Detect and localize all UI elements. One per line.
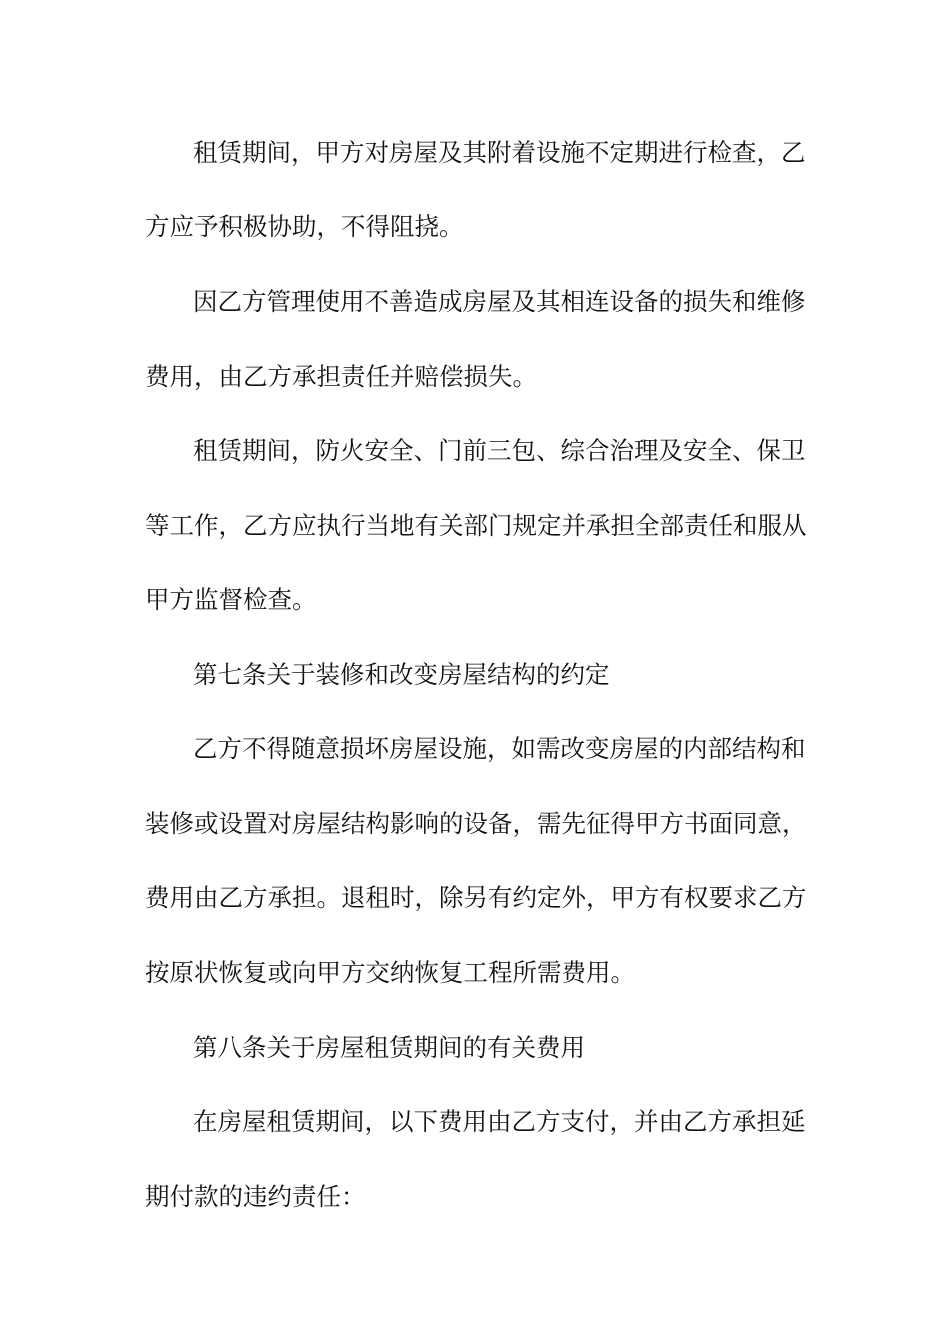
article-heading: 第八条关于房屋租赁期间的有关费用	[193, 1033, 585, 1062]
paragraph-line: 期付款的违约责任：	[145, 1182, 366, 1211]
paragraph-line: 方应予积极协助，不得阻挠。	[145, 212, 464, 241]
paragraph-line: 甲方监督检查。	[145, 585, 317, 614]
paragraph-line: 乙方不得随意损坏房屋设施，如需改变房屋的内部结构和	[193, 734, 806, 763]
paragraph-line: 在房屋租赁期间，以下费用由乙方支付，并由乙方承担延	[193, 1107, 806, 1136]
paragraph-line: 租赁期间，甲方对房屋及其附着设施不定期进行检查，乙	[193, 138, 806, 167]
paragraph-line: 按原状恢复或向甲方交纳恢复工程所需费用。	[145, 958, 635, 987]
paragraph-line: 装修或设置对房屋结构影响的设备，需先征得甲方书面同意，	[145, 809, 807, 838]
paragraph-line: 等工作，乙方应执行当地有关部门规定并承担全部责任和服从	[145, 511, 807, 540]
paragraph-line: 租赁期间，防火安全、门前三包、综合治理及安全、保卫	[193, 436, 806, 465]
paragraph-line: 因乙方管理使用不善造成房屋及其相连设备的损失和维修	[193, 287, 806, 316]
article-heading: 第七条关于装修和改变房屋结构的约定	[193, 660, 610, 689]
paragraph-line: 费用由乙方承担。退租时，除另有约定外，甲方有权要求乙方	[145, 883, 807, 912]
paragraph-line: 费用，由乙方承担责任并赔偿损失。	[145, 362, 537, 391]
